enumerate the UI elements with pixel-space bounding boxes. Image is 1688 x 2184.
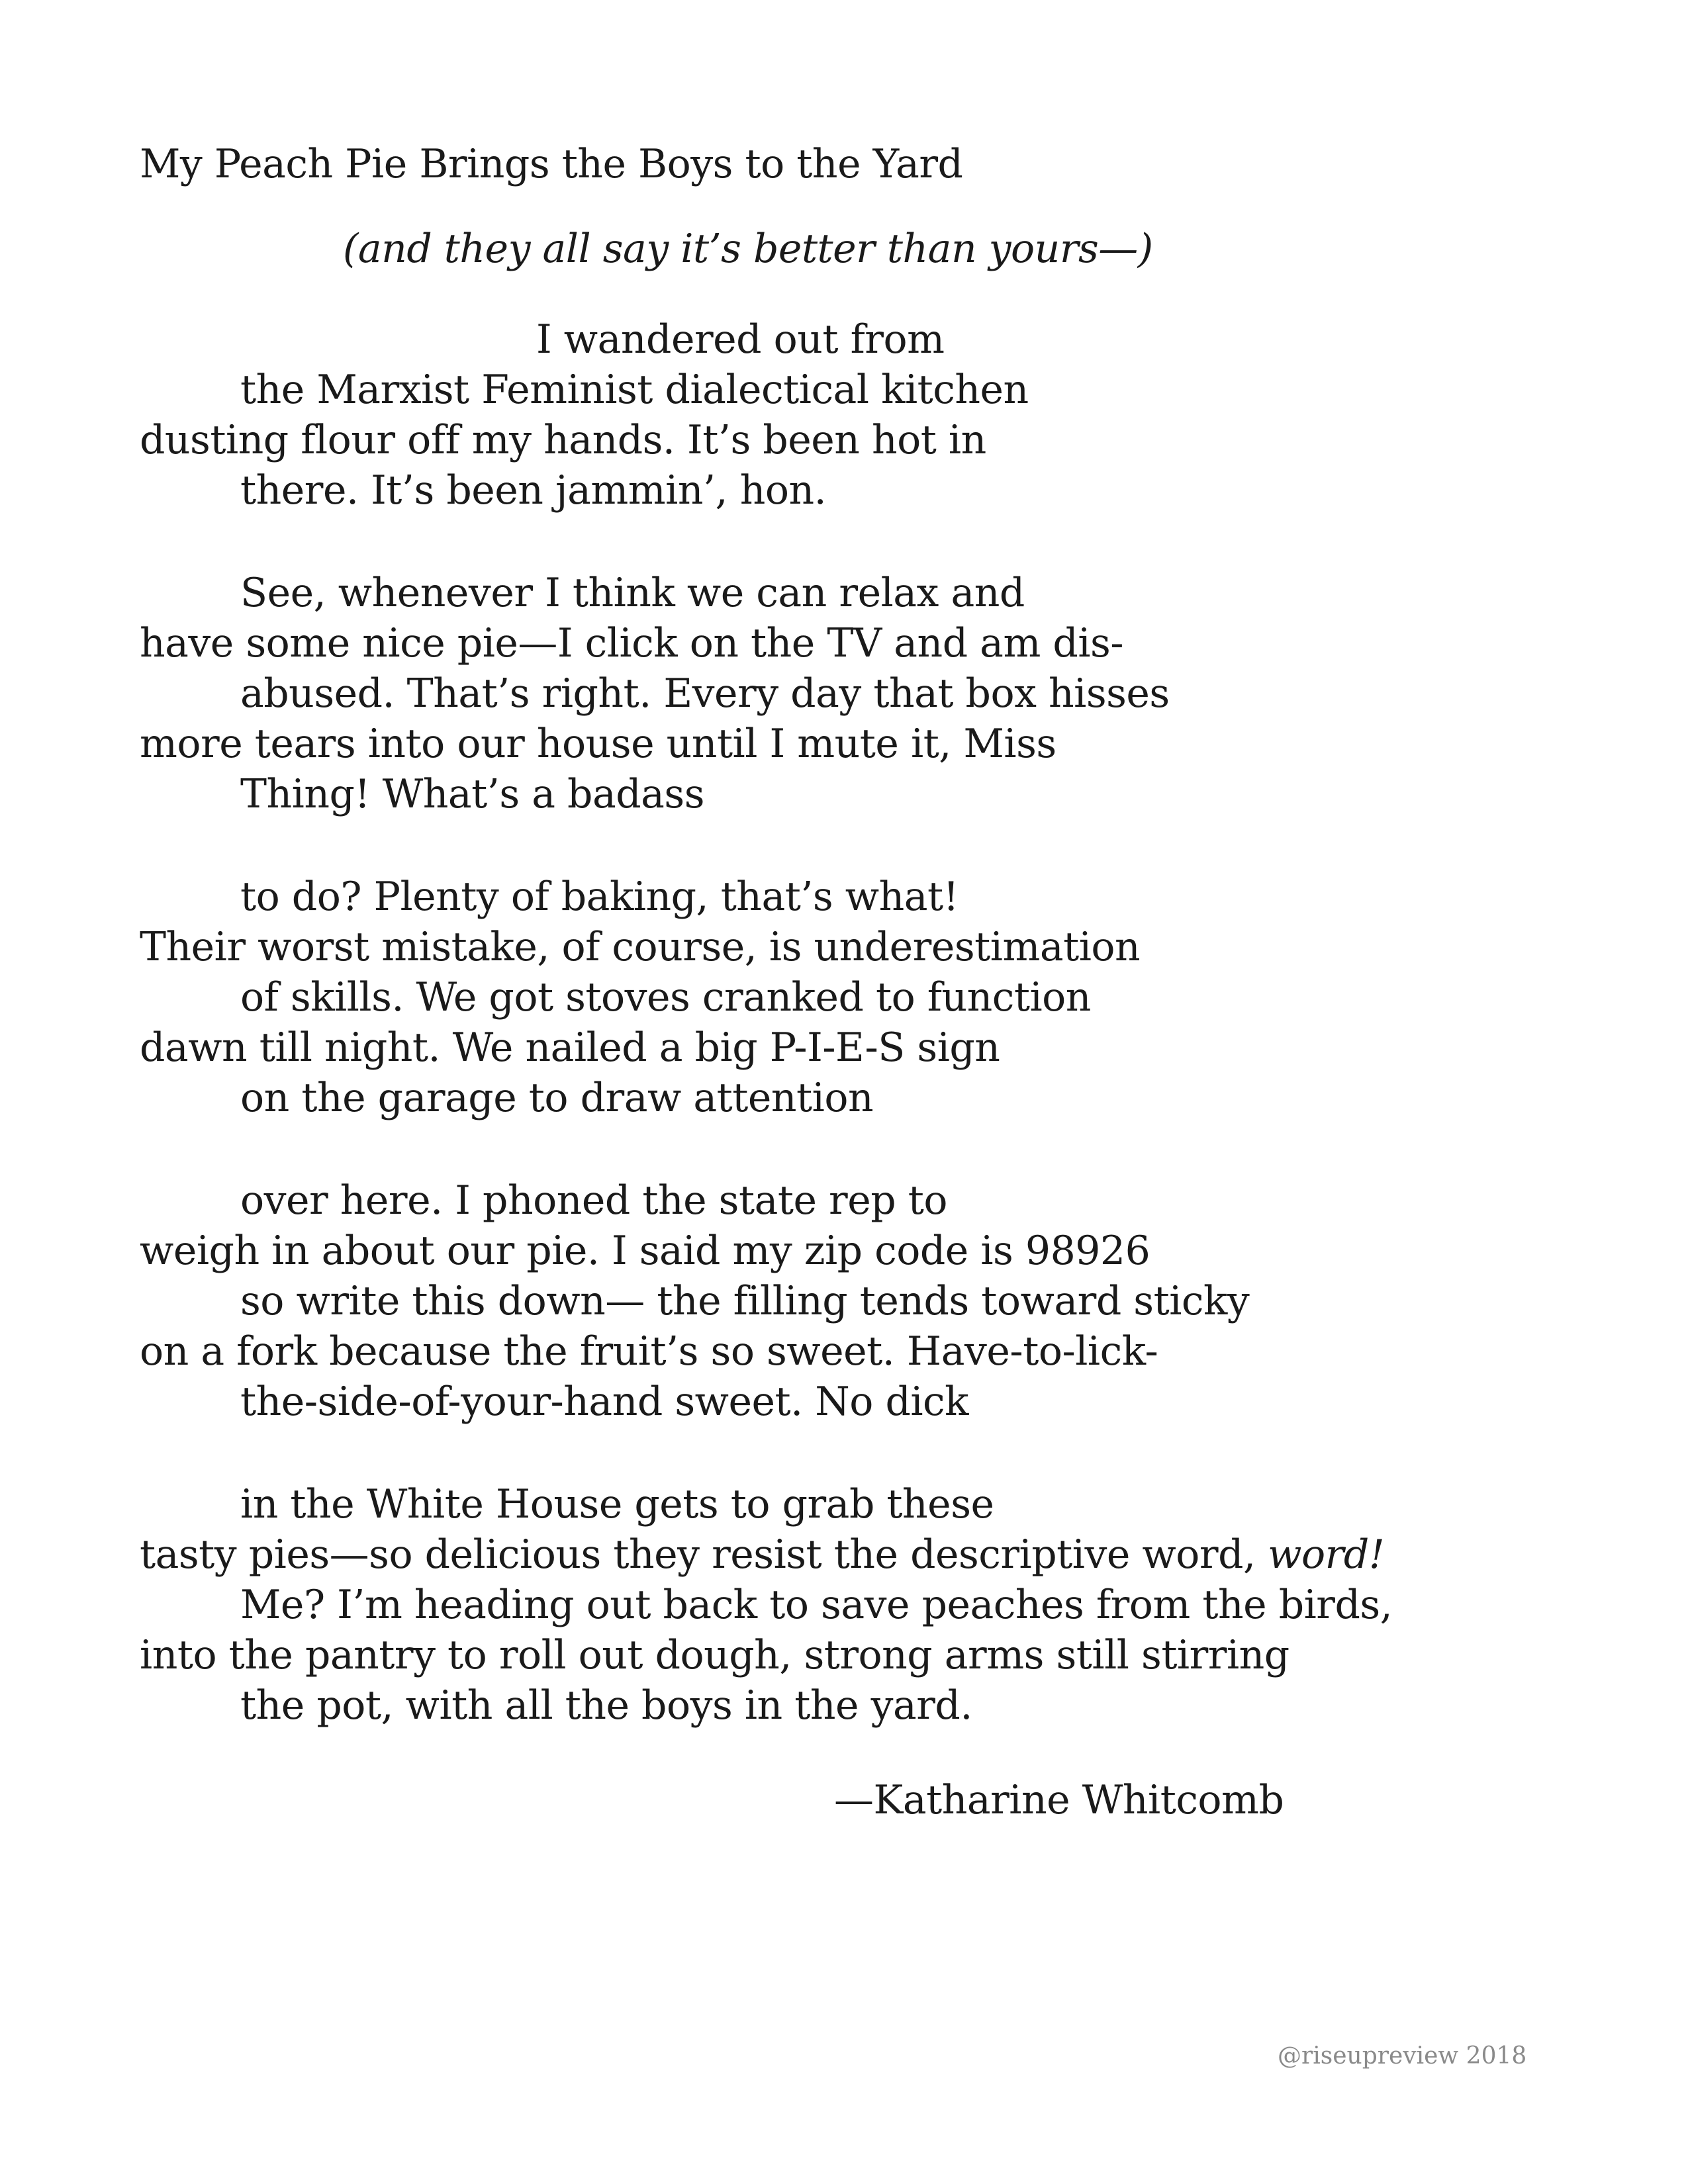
poem-line: so write this down— the filling tends toward sticky bbox=[240, 1278, 1250, 1324]
poem-line: there. It’s been jammin’, hon. bbox=[240, 467, 827, 514]
poem-line: Their worst mistake, of course, is underestimation bbox=[140, 924, 1141, 970]
poem-author-signature: —Katharine Whitcomb bbox=[834, 1777, 1284, 1823]
poem-line: into the pantry to roll out dough, strong arms still stirring bbox=[140, 1632, 1289, 1678]
poem-line-text: tasty pies—so delicious they resist the descriptive word, bbox=[140, 1531, 1268, 1578]
poem-line: dusting flour off my hands. It’s been hot in bbox=[140, 417, 986, 463]
poem-line: in the White House gets to grab these bbox=[240, 1481, 994, 1527]
poem-line: Me? I’m heading out back to save peaches from the birds, bbox=[240, 1582, 1393, 1628]
poem-subtitle: (and they all say it’s better than yours—) bbox=[343, 226, 1153, 272]
poem-title: My Peach Pie Brings the Boys to the Yard bbox=[140, 141, 963, 187]
poem-line bbox=[140, 1531, 1385, 1578]
poem-line: of skills. We got stoves cranked to function bbox=[240, 974, 1091, 1021]
poem-line: I wandered out from bbox=[536, 316, 945, 363]
poem-line: the Marxist Feminist dialectical kitchen bbox=[240, 367, 1029, 413]
poem-line: See, whenever I think we can relax and bbox=[240, 570, 1025, 616]
poem-line: weigh in about our pie. I said my zip code is 98926 bbox=[140, 1228, 1150, 1274]
poem-line: dawn till night. We nailed a big P-I-E-S sign bbox=[140, 1024, 1000, 1071]
poem-line: over here. I phoned the state rep to bbox=[240, 1177, 947, 1224]
poem-line: have some nice pie—I click on the TV and am dis- bbox=[140, 620, 1124, 666]
poem-line: Thing! What’s a badass bbox=[240, 771, 705, 817]
poem-line: the pot, with all the boys in the yard. bbox=[240, 1682, 972, 1729]
poem-line: on a fork because the fruit’s so sweet. Have-to-lick- bbox=[140, 1328, 1158, 1375]
poem-line-italic-word: word! bbox=[1268, 1531, 1385, 1578]
poem-line: more tears into our house until I mute it, Miss bbox=[140, 721, 1056, 767]
poem-line: on the garage to draw attention bbox=[240, 1075, 874, 1121]
footer-credit: @riseupreview 2018 bbox=[1278, 2042, 1527, 2070]
poem-line: to do? Plenty of baking, that’s what! bbox=[240, 874, 959, 920]
poem-line: the-side-of-your-hand sweet. No dick bbox=[240, 1379, 968, 1425]
poem-line: abused. That’s right. Every day that box hisses bbox=[240, 670, 1170, 717]
